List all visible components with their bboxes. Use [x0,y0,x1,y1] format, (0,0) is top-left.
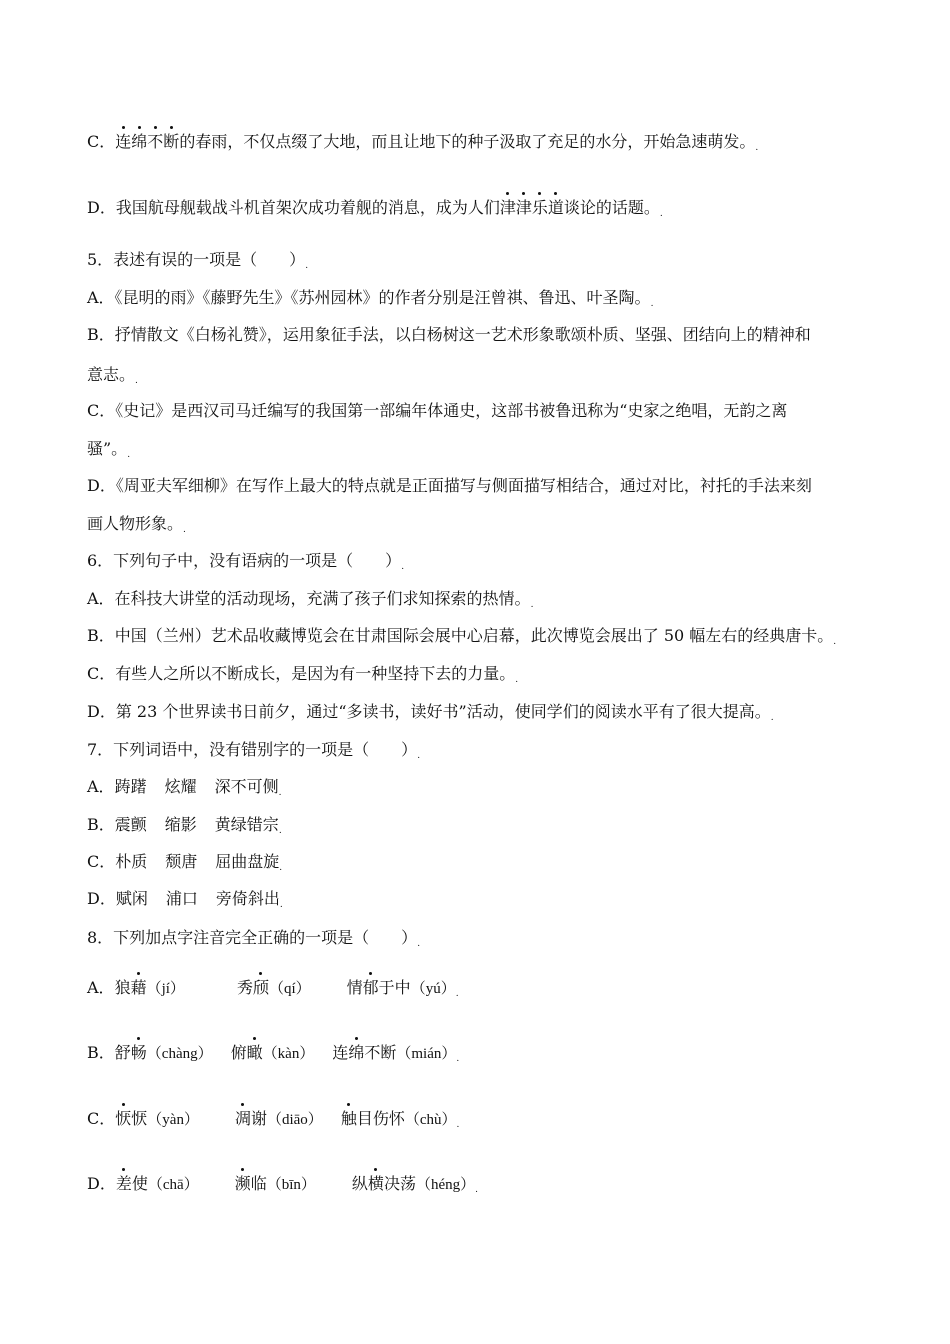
question-7-option-c: C．朴质 颓唐 屈曲盘旋. [87,852,283,873]
dotted-char: 津 [515,198,532,217]
word: 浦口 [165,889,198,908]
dotted-char: 连 [115,132,132,151]
dotted-char: 绵 [348,1043,365,1062]
word: 旁倚斜出 [215,889,280,908]
option-text: 的春雨，不仅点缀了大地，而且让地下的种子汲取了充足的水分，开始急速萌发。 [179,132,756,151]
question-5-option-b: B．抒情散文《白杨礼赞》，运用象征手法，以白杨树这一艺术形象歌颂朴质、坚强、团结向上的精神和 [87,325,811,344]
question-7-option-b: B．震颤 缩影 黄绿错宗. [87,815,282,836]
dotted-char: 绵 [131,132,148,151]
question-5-stem: 5．表述有误的一项是（ ）. [87,250,309,271]
dotted-char: 不 [147,132,164,151]
word: 缩影 [164,815,197,834]
question-5-option-c: C．《史记》是西汉司马迁编写的我国第一部编年体通史，这部书被鲁迅称为“史家之绝唱，无韵之离 [87,401,788,420]
dotted-char: 触 [340,1109,357,1128]
dotted-char: 差 [115,1174,132,1193]
question-6-stem: 6．下列句子中，没有语病的一项是（ ）. [87,551,405,572]
question-8-option-b: B．舒畅（chàng） 俯瞰（kàn） 连绵不断（mián）. [87,1043,460,1064]
question-6-option-d: D．第 23 个世界读书日前夕，通过“多读书，读好书”活动，使同学们的阅读水平有了很大提高。. [87,702,774,723]
question-8-stem: 8．下列加点字注音完全正确的一项是（ ）. [87,928,421,949]
question-6-option-c: C．有些人之所以不断成长，是因为有一种坚持下去的力量。. [87,664,519,685]
dotted-char: 乐 [531,198,548,217]
question-6-option-b: B．中国（兰州）艺术品收藏博览会在甘肃国际会展中心启幕，此次博览会展出了 50 幅左右的经典唐卡。. [87,626,837,647]
question-6-option-a: A．在科技大讲堂的活动现场，充满了孩子们求知探索的热情。. [87,589,534,610]
word: 黄绿错宗 [214,815,279,834]
question-5-option-c-cont: 骚”。. [87,439,131,460]
word: 炫耀 [164,777,197,796]
dotted-char: 津 [499,198,516,217]
question-7-stem: 7．下列词语中，没有错别字的一项是（ ）. [87,740,421,761]
dotted-char: 恹 [115,1109,132,1128]
question-7-option-a: A．踌躇 炫耀 深不可侧. [87,777,282,798]
option-c-line: C．连绵不断的春雨，不仅点缀了大地，而且让地下的种子汲取了充足的水分，开始急速萌发。. [87,132,759,153]
dotted-char: 瞰 [246,1043,263,1062]
question-5-option-a: A．《昆明的雨》《藤野先生》《苏州园林》的作者分别是汪曾祺、鲁迅、叶圣陶。. [87,288,654,309]
dotted-char: 藉 [130,978,147,997]
dotted-char: 凋 [234,1109,251,1128]
word: 赋闲 [115,889,148,908]
question-8-option-d: D．差使（chā） 濒临（bīn） 纵横决荡（héng）. [87,1174,478,1195]
word: 踌躇 [114,777,147,796]
option-d-line: D．我国航母舰载战斗机首架次成功着舰的消息，成为人们津津乐道谈论的话题。. [87,198,663,219]
question-8-option-a: A．狼藉（jí） 秀颀（qí） 情郁于中（yú）. [87,978,459,999]
dotted-char: 郁 [362,978,379,997]
dotted-char: 道 [547,198,564,217]
question-5-option-b-cont: 意志。. [87,365,138,386]
question-8-option-c: C．恹恹（yàn） 凋谢（diāo） 触目伤怀（chù）. [87,1109,460,1130]
option-text: D．我国航母舰载战斗机首架次成功着舰的消息，成为人们 [87,198,500,217]
dotted-char: 断 [163,132,180,151]
option-text: 谈论的话题。 [563,198,660,217]
option-label: C． [87,132,116,151]
word: 震颤 [114,815,147,834]
question-5-option-d: D．《周亚夫军细柳》在写作上最大的特点就是正面描写与侧面描写相结合，通过对比，衬托的手法来刻 [87,476,812,495]
dotted-char: 畅 [130,1043,147,1062]
dotted-char: 颀 [252,978,269,997]
dotted-char: 濒 [234,1174,251,1193]
word: 朴质 [115,852,148,871]
question-7-option-d: D．赋闲 浦口 旁倚斜出. [87,889,283,910]
word: 屈曲盘旋 [215,852,280,871]
word: 颓唐 [165,852,198,871]
word: 深不可侧 [214,777,279,796]
dotted-char: 横 [367,1174,384,1193]
question-5-option-d-cont: 画人物形象。. [87,514,186,535]
